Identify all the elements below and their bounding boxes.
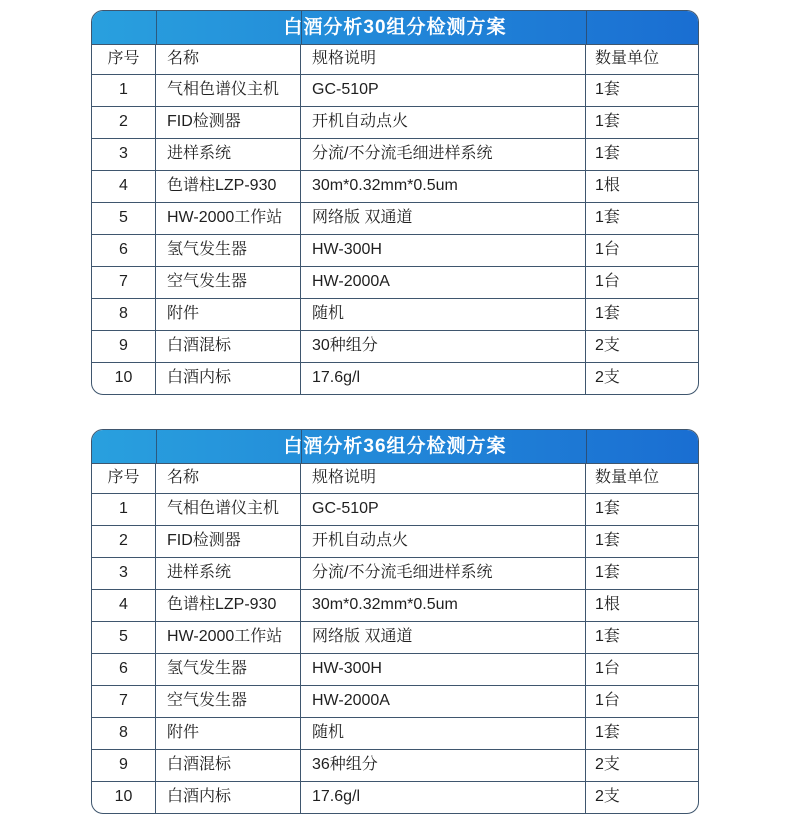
cell-quantity: 1套 <box>595 113 620 131</box>
cell-index: 3 <box>92 139 156 170</box>
cell-index: 5 <box>92 203 156 234</box>
cell-quantity: 2支 <box>595 788 620 806</box>
column-header-name: 名称 <box>156 45 301 74</box>
cell-name: 附件 <box>156 299 301 330</box>
spec-table-36-components <box>91 429 699 814</box>
cell-name: 白酒混标 <box>156 750 301 781</box>
cell-quantity: 1套 <box>595 209 620 227</box>
table-title-bar <box>92 11 698 44</box>
column-divider <box>156 430 157 463</box>
table-row <box>92 717 698 749</box>
cell-name: 氢气发生器 <box>156 235 301 266</box>
cell-name: 色谱柱LZP-930 <box>156 171 301 202</box>
cell-quantity: 1套 <box>595 145 620 163</box>
table-row <box>92 74 698 106</box>
cell-quantity: 1根 <box>595 177 620 195</box>
cell-spec: GC-510P <box>301 494 586 525</box>
column-header-quantity: 数量单位 <box>595 469 660 487</box>
cell-spec: GC-510P <box>301 75 586 106</box>
cell-quantity: 1根 <box>595 596 620 614</box>
cell-index: 3 <box>92 558 156 589</box>
cell-quantity: 1套 <box>595 500 620 518</box>
cell-name: 进样系统 <box>156 558 301 589</box>
table-row <box>92 781 698 813</box>
cell-spec: 随机 <box>301 299 586 330</box>
column-header-index: 序号 <box>92 45 156 74</box>
table-row <box>92 234 698 266</box>
cell-index: 7 <box>92 686 156 717</box>
cell-index: 4 <box>92 590 156 621</box>
cell-quantity: 2支 <box>595 369 620 387</box>
cell-spec: HW-2000A <box>301 267 586 298</box>
cell-index: 10 <box>92 363 156 394</box>
cell-index: 9 <box>92 331 156 362</box>
table-header-row <box>92 463 698 493</box>
cell-quantity: 1套 <box>595 724 620 742</box>
table-title-bar <box>92 430 698 463</box>
table-row <box>92 749 698 781</box>
table-title: 白酒分析30组分检测方案 <box>283 17 507 38</box>
table-title: 白酒分析36组分检测方案 <box>283 436 507 457</box>
table-row <box>92 525 698 557</box>
table-row <box>92 298 698 330</box>
cell-quantity: 1台 <box>595 692 620 710</box>
cell-spec: HW-300H <box>301 235 586 266</box>
table-row <box>92 557 698 589</box>
column-divider <box>156 11 157 44</box>
cell-spec: 网络版 双通道 <box>301 622 586 653</box>
cell-index: 9 <box>92 750 156 781</box>
cell-index: 6 <box>92 654 156 685</box>
cell-spec: 开机自动点火 <box>301 526 586 557</box>
cell-name: 空气发生器 <box>156 267 301 298</box>
cell-quantity: 1套 <box>595 305 620 323</box>
cell-index: 8 <box>92 718 156 749</box>
table-row <box>92 685 698 717</box>
column-header-index: 序号 <box>92 464 156 493</box>
table-row <box>92 653 698 685</box>
cell-index: 2 <box>92 107 156 138</box>
cell-index: 5 <box>92 622 156 653</box>
cell-spec: 分流/不分流毛细进样系统 <box>301 558 586 589</box>
spec-table-30-components <box>91 10 699 395</box>
cell-spec: 30种组分 <box>301 331 586 362</box>
cell-index: 10 <box>92 782 156 813</box>
cell-name: 白酒混标 <box>156 331 301 362</box>
cell-spec: 随机 <box>301 718 586 749</box>
cell-name: 色谱柱LZP-930 <box>156 590 301 621</box>
cell-index: 4 <box>92 171 156 202</box>
cell-name: 空气发生器 <box>156 686 301 717</box>
cell-quantity: 1套 <box>595 628 620 646</box>
cell-name: 气相色谱仪主机 <box>156 75 301 106</box>
cell-quantity: 2支 <box>595 756 620 774</box>
cell-quantity: 1台 <box>595 660 620 678</box>
cell-spec: 开机自动点火 <box>301 107 586 138</box>
cell-quantity: 1套 <box>595 81 620 99</box>
cell-quantity: 1套 <box>595 564 620 582</box>
column-divider <box>586 430 587 463</box>
table-body <box>92 493 698 813</box>
table-row <box>92 493 698 525</box>
table-row <box>92 362 698 394</box>
cell-name: HW-2000工作站 <box>156 203 301 234</box>
cell-name: 进样系统 <box>156 139 301 170</box>
cell-name: 气相色谱仪主机 <box>156 494 301 525</box>
column-header-name: 名称 <box>156 464 301 493</box>
cell-spec: 17.6g/l <box>301 363 586 394</box>
cell-spec: HW-300H <box>301 654 586 685</box>
cell-spec: HW-2000A <box>301 686 586 717</box>
cell-spec: 网络版 双通道 <box>301 203 586 234</box>
cell-quantity: 1台 <box>595 273 620 291</box>
table-row <box>92 202 698 234</box>
table-row <box>92 138 698 170</box>
cell-spec: 36种组分 <box>301 750 586 781</box>
table-row <box>92 106 698 138</box>
cell-name: 氢气发生器 <box>156 654 301 685</box>
cell-index: 8 <box>92 299 156 330</box>
column-header-spec: 规格说明 <box>301 464 586 493</box>
cell-index: 7 <box>92 267 156 298</box>
cell-name: HW-2000工作站 <box>156 622 301 653</box>
cell-name: 白酒内标 <box>156 782 301 813</box>
column-header-quantity: 数量单位 <box>595 50 660 68</box>
cell-quantity: 1台 <box>595 241 620 259</box>
table-row <box>92 589 698 621</box>
cell-index: 1 <box>92 494 156 525</box>
cell-index: 1 <box>92 75 156 106</box>
cell-quantity: 1套 <box>595 532 620 550</box>
table-row <box>92 266 698 298</box>
cell-spec: 30m*0.32mm*0.5um <box>301 590 586 621</box>
cell-spec: 17.6g/l <box>301 782 586 813</box>
table-row <box>92 170 698 202</box>
cell-name: FID检测器 <box>156 526 301 557</box>
cell-index: 6 <box>92 235 156 266</box>
cell-name: FID检测器 <box>156 107 301 138</box>
column-header-spec: 规格说明 <box>301 45 586 74</box>
cell-spec: 30m*0.32mm*0.5um <box>301 171 586 202</box>
table-header-row <box>92 44 698 74</box>
cell-spec: 分流/不分流毛细进样系统 <box>301 139 586 170</box>
column-divider <box>586 11 587 44</box>
cell-name: 附件 <box>156 718 301 749</box>
cell-quantity: 2支 <box>595 337 620 355</box>
table-row <box>92 621 698 653</box>
cell-name: 白酒内标 <box>156 363 301 394</box>
cell-index: 2 <box>92 526 156 557</box>
table-body <box>92 74 698 394</box>
table-row <box>92 330 698 362</box>
